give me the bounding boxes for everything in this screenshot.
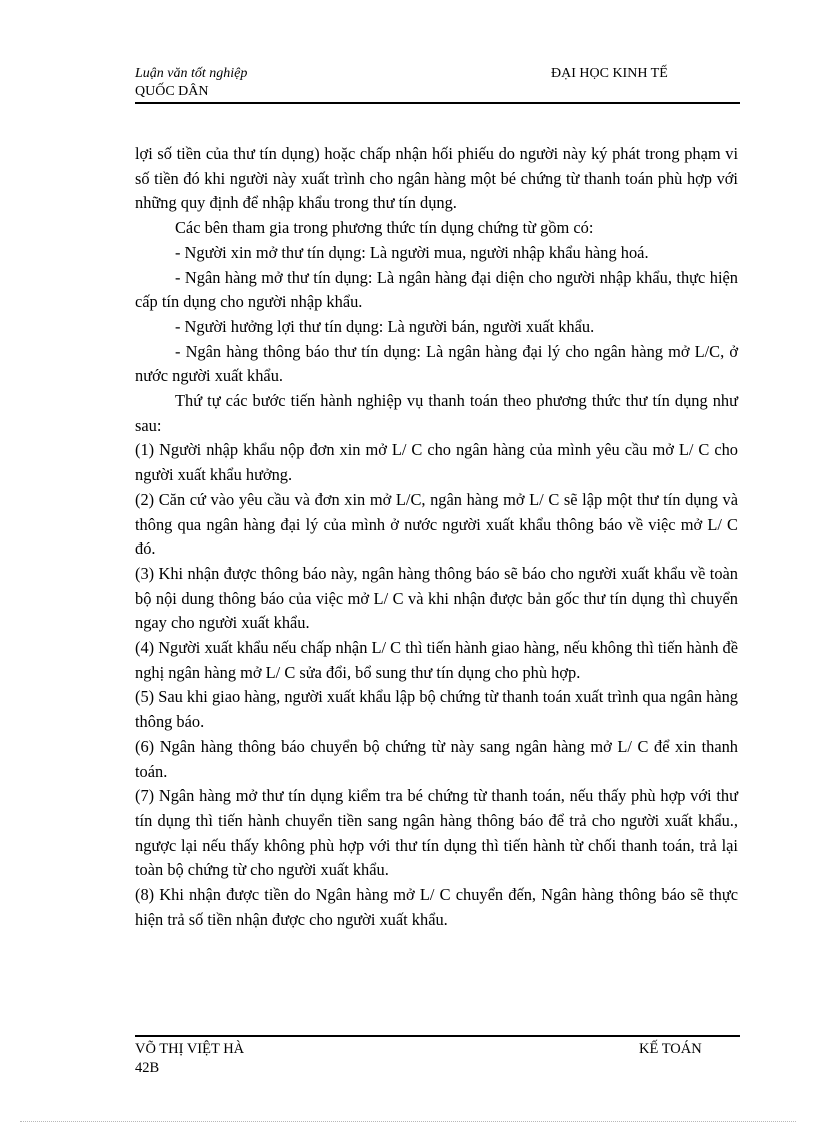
paragraph-applicant: - Người xin mở thư tín dụng: Là người mua, người nhập khẩu hàng hoá. [175,242,649,262]
paragraph-steps-intro: Thứ tự các bước tiến hành nghiệp vụ thanh toán theo phương thức thư tín dụng như sau: [135,391,738,435]
paragraph-issuing-bank: - Ngân hàng mở thư tín dụng: Là ngân hàng đại diện cho người nhập khẩu, thực hiện cấp tín dụng cho người nhập khẩu. [135,267,738,312]
footer-class-code: 42B [135,1060,160,1076]
paragraph-step-2: (2) Căn cứ vào yêu cầu và đơn xin mở L/C, ngân hàng mở L/ C sẽ lập một thư tín dụng và thông qua ngân hàng đại lý của mình ở nước người xuất khẩu thông báo về việc mở L/ C đó. [135,489,738,559]
header-university-name: ĐẠI HỌC KINH TẾ [551,66,668,81]
footer-divider [135,1035,740,1037]
header-thesis-label: Luận văn tốt nghiệp [135,66,248,81]
footer-department: KẾ TOÁN [639,1041,702,1057]
document-body [135,142,738,933]
paragraph-parties-intro: Các bên tham gia trong phương thức tín dụng chứng từ gồm có: [175,218,594,238]
paragraph-step-4: (4) Người xuất khẩu nếu chấp nhận L/ C thì tiến hành giao hàng, nếu không thì tiến hành đề nghị ngân hàng mở L/ C sửa đổi, bổ sung thư tín dụng cho phù hợp. [135,638,738,682]
paragraph-beneficiary: - Người hưởng lợi thư tín dụng: Là người bán, người xuất khẩu. [175,316,595,336]
paragraph-step-5: (5) Sau khi giao hàng, người xuất khẩu lập bộ chứng từ thanh toán xuất trình qua ngân hàng thông báo. [135,687,738,732]
paragraph-step-8: (8) Khi nhận được tiền do Ngân hàng mở L/ C chuyển đến, Ngân hàng thông báo sẽ thực hiện trả số tiền nhận được cho người xuất khẩu. [135,885,738,929]
paragraph-continuation: lợi số tiền của thư tín dụng) hoặc chấp nhận hối phiếu do người này ký phát trong phạm vi số tiền đó khi người này xuất trình cho ngân hàng một bé chứng từ thanh toán phù hợp với những quy định để nhập khẩu trong thư tín dụng. [135,144,738,213]
paragraph-step-6: (6) Ngân hàng thông báo chuyển bộ chứng từ này sang ngân hàng mở L/ C để xin thanh toán. [135,736,738,781]
page-bottom-edge [20,1121,796,1122]
paragraph-advising-bank: - Ngân hàng thông báo thư tín dụng: Là ngân hàng đại lý cho ngân hàng mở L/C, ở nước người xuất khẩu. [135,341,738,386]
header-divider [135,102,740,104]
paragraph-step-7: (7) Ngân hàng mở thư tín dụng kiểm tra bé chứng từ thanh toán, nếu thấy phù hợp với thư tín dụng thì tiến hành chuyển tiền sang ngân hàng thông báo để trả cho người xuất khẩu., ngược lại nếu thấy không phù hợp với thư tín dụng thì tiến hành từ chối thanh toán, trả lại toàn bộ chứng từ cho người xuất khẩu. [135,786,738,880]
paragraph-step-1: (1) Người nhập khẩu nộp đơn xin mở L/ C cho ngân hàng của mình yêu cầu mở L/ C cho người xuất khẩu hưởng. [135,440,738,485]
paragraph-step-3: (3) Khi nhận được thông báo này, ngân hàng thông báo sẽ báo cho người xuất khẩu về toàn bộ nội dung thông báo của việc mở L/ C và khi nhận được bản gốc thư tín dụng thì chuyển ngay cho người xuất khẩu. [135,563,738,633]
header-university-suffix: QUỐC DÂN [135,84,209,99]
footer-author-name: VÕ THỊ VIỆT HÀ [135,1041,245,1057]
